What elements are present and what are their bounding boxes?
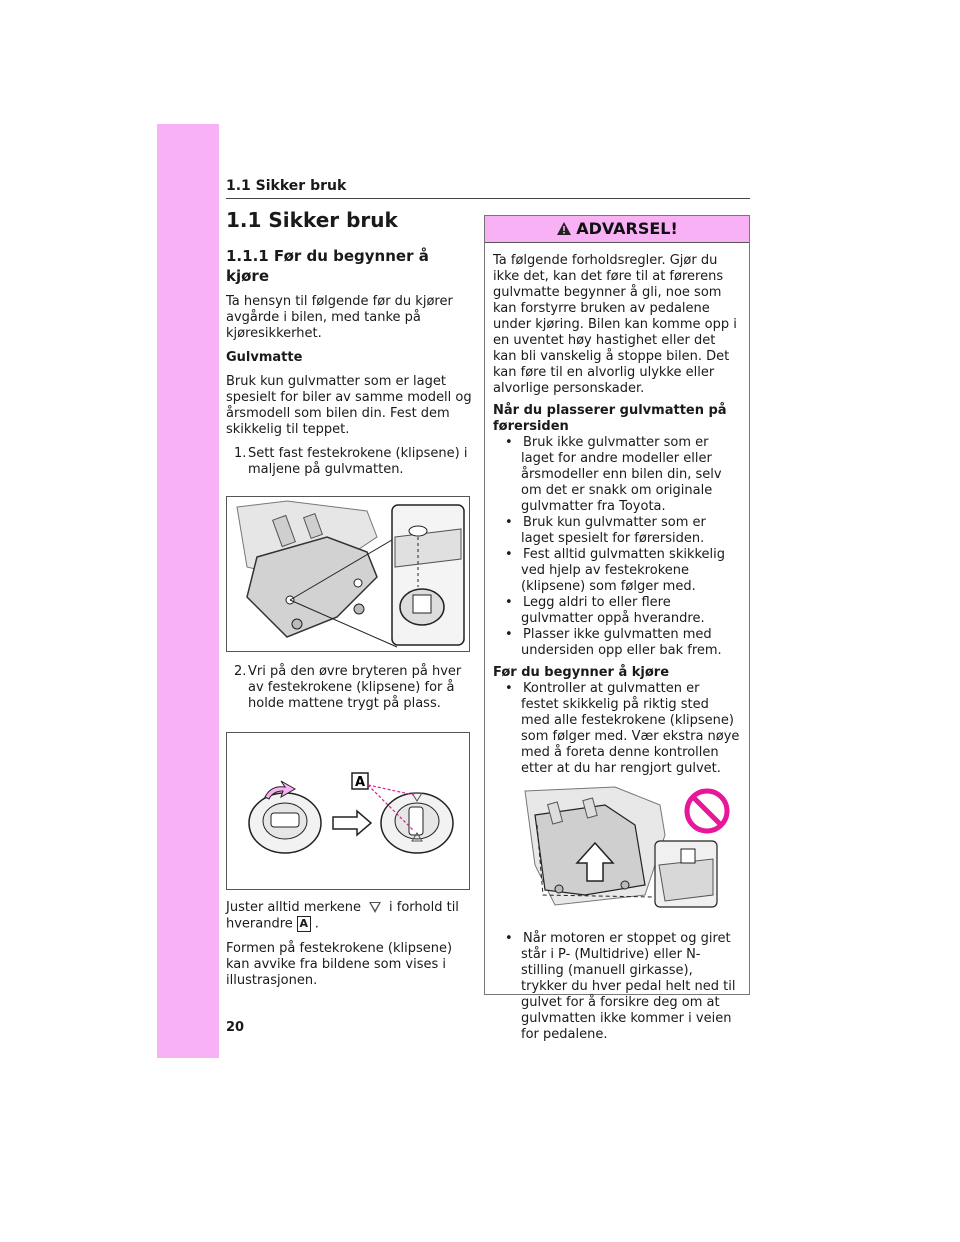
incorrect-mat-drawing [495, 785, 735, 921]
warning-body [485, 243, 749, 1043]
warning-header [485, 216, 749, 243]
adjust-text-4: . [314, 916, 319, 932]
step-text: Sett fast festekrokene (klipsene) i maljene på gulvmatten. [248, 446, 468, 477]
list-item: • Når motoren er stoppet og giret står i P- (Multidrive) eller N-stilling (manuell girkasse), trykker du hver pedal helt ned til gulvet for å forsikre deg om at gulvmatten ikke kommer i veien for pedalene. [493, 931, 741, 1043]
subsection-title: 1.1.1 Før du begynner å kjøre [226, 247, 429, 285]
shape-note: Formen på festekrokene (klipsene) kan avvike fra bildene som vises i illustrasjonen. [226, 940, 453, 988]
page-number: 20 [226, 1020, 245, 1035]
step-2 [234, 664, 472, 712]
warning-section-2-title: Før du begynner å kjøre [493, 665, 670, 680]
alignment-mark-icon [369, 902, 381, 913]
warning-intro: Ta følgende forholdsregler. Gjør du ikke det, kan det føre til at førerens gulvmatte begynner å gli, noe som kan forstyrre bruken av pedalene under kjøring. Bilen kan komme opp i en uventet høy hastighet eller det kan bli vanskelig å stoppe bilen. Det kan føre til en alvorlig ulykke eller alvorlige personskader. [493, 253, 737, 396]
gulvmatte-heading: Gulvmatte [226, 350, 303, 365]
adjust-text-3: hverandre [226, 916, 293, 932]
warning-section-1-title: Når du plasserer gulvmatten på førersiden [493, 403, 727, 434]
step-number: 2. [234, 664, 247, 679]
adjust-text-2: i forhold til [389, 900, 459, 915]
running-header: 1.1 Sikker bruk [226, 178, 347, 194]
step-1 [234, 446, 472, 478]
warning-section-1-list [493, 435, 741, 659]
warning-triangle-icon [556, 221, 572, 237]
label-a: A [354, 775, 366, 790]
list-item: • Bruk ikke gulvmatter som er laget for andre modeller eller årsmodeller enn bilen din, selv om det er snakk om originale gulvmatter fra Toyota. [493, 435, 741, 515]
intro-paragraph: Ta hensyn til følgende før du kjører avgårde i bilen, med tanke på kjøresikkerhet. [226, 294, 453, 341]
list-item: • Bruk kun gulvmatter som er laget spesielt for førersiden. [493, 515, 741, 547]
floor-mat-drawing [227, 497, 469, 651]
gulvmatte-paragraph: Bruk kun gulvmatter som er laget spesielt for biler av samme modell og årsmodell som bilen din. Fest dem skikkelig til teppet. [226, 374, 472, 437]
margin-color-band [157, 124, 219, 1058]
clip-rotation-drawing [227, 733, 469, 889]
header-divider [226, 198, 750, 199]
section-title: 1.1 Sikker bruk [226, 208, 398, 232]
adjust-note [226, 900, 472, 933]
label-a-box: A [297, 916, 311, 932]
left-column [226, 208, 472, 997]
clip-rotation-illustration [226, 732, 470, 890]
list-item: • Legg aldri to eller flere gulvmatter oppå hverandre. [493, 595, 741, 627]
step-number: 1. [234, 446, 247, 461]
adjust-text-1: Juster alltid merkene [226, 900, 362, 915]
warning-title: ADVARSEL! [576, 219, 678, 238]
incorrect-mat-illustration [495, 785, 735, 921]
warning-section-3-list [493, 931, 741, 1043]
list-item: • Kontroller at gulvmatten er festet skikkelig på riktig sted med alle festekrokene (klipsene) som følger med. Vær ekstra nøye med å foreta denne kontrollen etter at du har rengjort gulvet. [493, 681, 741, 777]
warning-box [484, 215, 750, 1042]
floor-mat-illustration [226, 496, 470, 652]
list-item: • Fest alltid gulvmatten skikkelig ved hjelp av festekrokene (klipsene) som følger med. [493, 547, 741, 595]
list-item: • Plasser ikke gulvmatten med undersiden opp eller bak frem. [493, 627, 741, 659]
step-text: Vri på den øvre bryteren på hver av festekrokene (klipsene) for å holde mattene trygt på plass. [248, 664, 462, 711]
warning-section-2-list [493, 681, 741, 777]
